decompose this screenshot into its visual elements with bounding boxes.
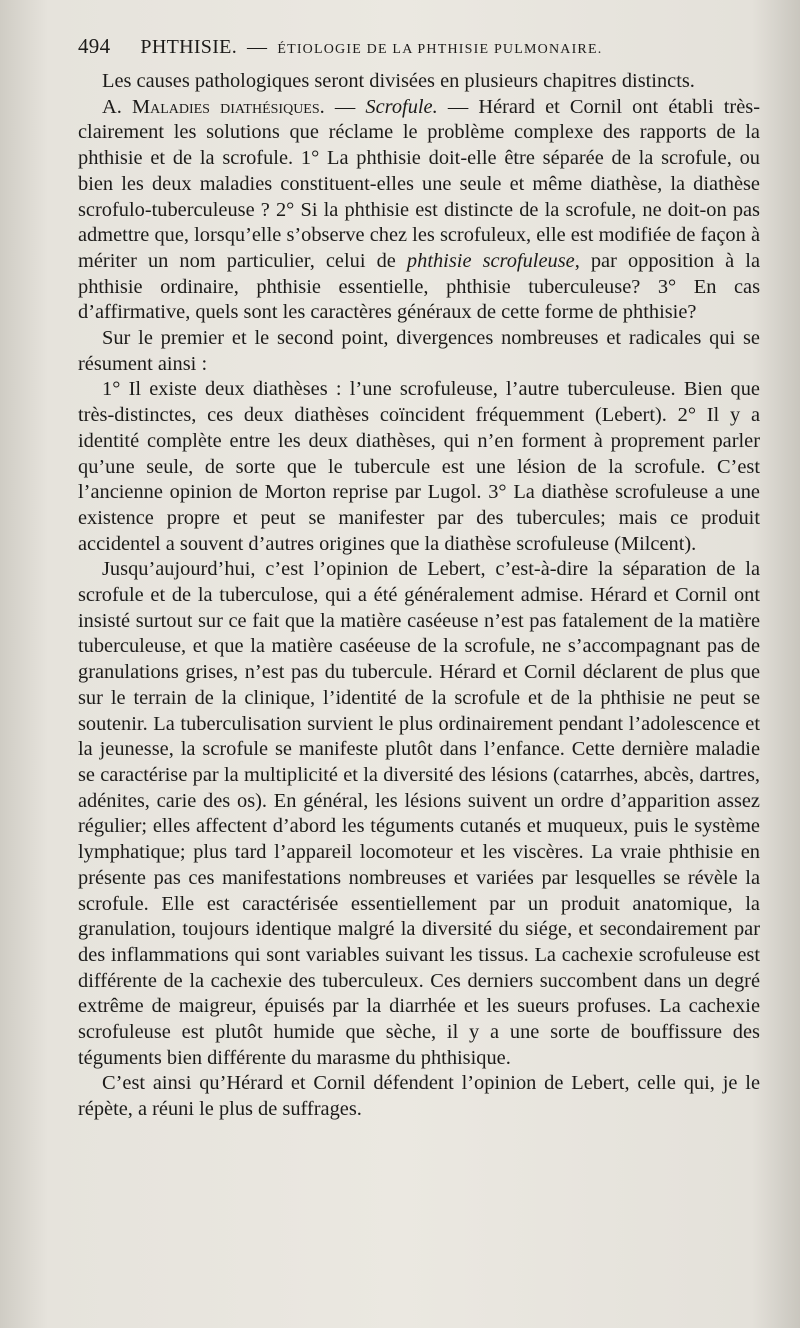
page-header <box>78 34 760 59</box>
paragraph-4: 1° Il existe deux diathèses : l’une scrofuleuse, l’autre tuberculeuse. Bien que très-distinctes, ces deux diathèses coïncident fréquemment (Lebert). 2° Il y a identité complète entre les deux diathèses, qui n’en forment à proprement parler qu’une seule, de sorte que le tubercule est une lésion de la scrofule. C’est l’ancienne opinion de Morton reprise par Lugol. 3° La diathèse scrofuleuse a une existence propre et peut se manifester par des tubercules; mais ce produit accidentel a souvent d’autres origines que la diathèse scrofuleuse (Milcent). <box>78 378 760 555</box>
section-label: A. Maladies diathésiques. <box>102 95 325 118</box>
paragraph-1: Les causes pathologiques seront divisées en plusieurs chapitres distincts. <box>102 70 695 92</box>
subject-heading: Scrofule. <box>365 95 438 118</box>
paragraph-2-text-a: — Hérard et Cornil ont établi très-clairement les solutions que réclame le problème complexe des rapports de la phthisie et de la scrofule. 1° La phthisie doit-elle être séparée de la scrofule, ou bien les deux maladies constituent-elles une seule et même diathèse, la diathèse scrofulo-tuberculeuse ? 2° Si la phthisie est distincte de la scrofule, ne doit-on pas admettre que, lorsqu’elle s’observe chez les scrofuleux, elle est modifiée de façon à mériter un nom particulier, celui de <box>78 95 760 272</box>
paragraph-2-text-b: , par opposition à la phthisie ordinaire, phthisie essentielle, phthisie tuberculeuse? 3° En cas d’affirmative, quels sont les caractères généraux de cette forme de phthisie? <box>78 249 760 324</box>
header-dash: — <box>247 36 268 58</box>
paragraph-3: Sur le premier et le second point, divergences nombreuses et radicales qui se résument ainsi : <box>78 327 760 375</box>
paragraph-2 <box>78 95 760 326</box>
paragraph-5: Jusqu’aujourd’hui, c’est l’opinion de Lebert, c’est-à-dire la séparation de la scrofule et de la tuberculose, qui a été généralement admise. Hérard et Cornil ont insisté surtout sur ce fait que la matière caséeuse n’est pas fatalement de la matière tuberculeuse, et que la matière caséeuse de la scrofule, ne s’accompagnant pas de granulations grises, n’est pas du tubercule. Hérard et Cornil déclarent de plus que sur le terrain de la clinique, l’identité de la scrofule et de la phthisie ne peut se soutenir. La tuberculisation survient le plus ordinairement pendant l’adolescence et la jeunesse, la scrofule se manifeste plutôt dans l’enfance. Cette dernière maladie se caractérise par la multiplicité et la diversité des lésions (catarrhes, abcès, dartres, adénites, carie des os). En général, les lésions suivent un ordre d’apparition assez régulier; elles affectent d’abord les téguments cutanés et muqueux, puis le système lymphatique; plus tard l’appareil locomoteur et les viscères. La vraie phthisie en présente pas ces manifestations nombreuses et variées par lesquelles se révèle la scrofule. Elle est caractérisée essentiellement par un produit anatomique, la granulation, toujours identique malgré la diversité du siége, et secondairement par des inflammations qui sont variables suivant les tissus. La cachexie scrofuleuse est différente de la cachexie des tuberculeux. Ces derniers succombent dans un degré extrême de maigreur, épuisés par la diarrhée et les sueurs profuses. La cachexie scrofuleuse est plutôt humide que sèche, il y a une sorte de bouffissure des téguments bien différente du marasme du phthisique. <box>78 558 760 1069</box>
body-text <box>78 69 760 1123</box>
running-title: PHTHISIE. <box>140 36 237 58</box>
dash: — <box>324 95 366 118</box>
italic-term: phthisie scrofuleuse <box>406 249 575 272</box>
page-number: 494 <box>78 34 111 58</box>
paragraph-6: C’est ainsi qu’Hérard et Cornil défendent l’opinion de Lebert, celle qui, je le répète, a réuni le plus de suffrages. <box>78 1072 760 1121</box>
section-subtitle: ÉTIOLOGIE DE LA PHTHISIE PULMONAIRE. <box>277 42 603 57</box>
